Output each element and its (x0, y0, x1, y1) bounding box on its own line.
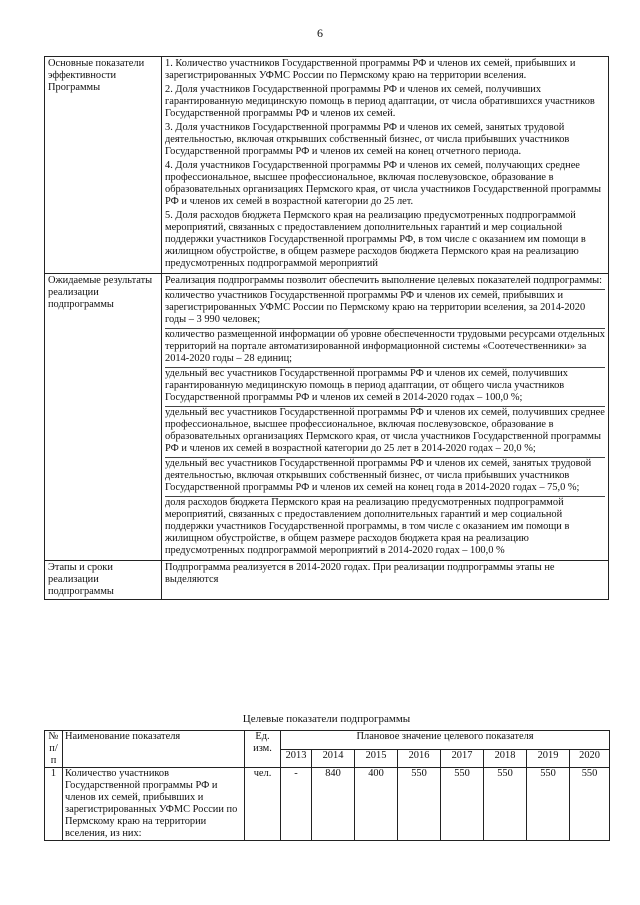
year-header: 2016 (398, 749, 441, 768)
year-header: 2017 (441, 749, 484, 768)
row-label: Ожидаемые результаты реализации подпрограммы (45, 274, 162, 561)
row-unit: чел. (245, 768, 281, 841)
year-header: 2014 (312, 749, 355, 768)
year-header: 2019 (527, 749, 570, 768)
list-item: количество размещенной информации об уровне обеспеченности трудовыми ресурсами отдельных территорий на портале автоматизированной информационной системы «Соотечественники» за 2014-2020 годы – 28 единиц; (165, 328, 605, 367)
year-header: 2018 (484, 749, 527, 768)
table-row (45, 57, 609, 274)
row-value: 550 (398, 768, 441, 841)
list-item: 2. Доля участников Государственной программы РФ и членов их семей, получивших гарантированную медицинскую помощь в период адаптации, от числа обратившихся участников Государственной программы РФ и членов их семей. (165, 84, 595, 119)
indicators-title: Целевые показатели подпрограммы (242, 713, 411, 725)
list-item: 1. Количество участников Государственной программы РФ и членов их семей, прибывших и зарегистрированных УФМС России по Пермскому краю на территории вселения. (165, 58, 576, 81)
col-header-num: № п/п (45, 731, 63, 768)
year-header: 2013 (281, 749, 312, 768)
col-header-unit: Ед. изм. (245, 731, 281, 768)
list-item: удельный вес участников Государственной программы РФ и членов их семей, получивших среднее профессиональное, высшее профессиональное, включая послевузовское, образование в образовательных организациях Пермского края, от числа участников Государственной программы РФ и членов их семей в возрастной категории до 25 лет в 2014-2020 годах – 20,0 %; (165, 406, 605, 457)
table-row (45, 768, 610, 841)
list-item: Подпрограмма реализуется в 2014-2020 годах. При реализации подпрограммы этапы не выделяются (165, 562, 555, 585)
table-row (45, 274, 609, 561)
list-item: удельный вес участников Государственной программы РФ и членов их семей, получивших гарантированную медицинскую помощь в период адаптации, от общего числа участников Государственной программы РФ и членов их семей в 2014-2020 годах – 100,0 %; (165, 367, 605, 406)
col-header-name: Наименование показателя (63, 731, 245, 768)
list-item: доля расходов бюджета Пермского края на реализацию предусмотренных подпрограммой мероприятий, связанных с предоставлением дополнительных гарантий и мер социальной поддержки участников Государственной программы, в том числе с оказанием им помощи в жилищном обустройстве, в общем размере расходов бюджета края на реализацию предусмотренных подпрограммой мероприятий в 2014-2020 годах – 100,0 % (165, 496, 605, 559)
row-value: - (281, 768, 312, 841)
row-value: 550 (441, 768, 484, 841)
indicators-table (44, 730, 610, 841)
passport-table (44, 56, 609, 600)
table-row (45, 561, 609, 600)
list-item: Реализация подпрограммы позволит обеспечить выполнение целевых показателей подпрограммы: (165, 275, 603, 286)
row-name: Количество участников Государственной программы РФ и членов их семей, прибывших и зарегистрированных УФМС России по Пермскому краю на территории вселения, из них: (63, 768, 245, 841)
row-content (162, 274, 609, 561)
list-item: 3. Доля участников Государственной программы РФ и членов их семей, занятых трудовой деятельностью, включая открывших собственный бизнес, от числа прибывших участников Государственной программы РФ и членов их семей на конец отчетного периода. (165, 122, 570, 157)
year-header: 2020 (570, 749, 610, 768)
list-item: 4. Доля участников Государственной программы РФ и членов их семей, получающих среднее профессиональное, высшее профессиональное, включая послевузовское, образование в образовательных организациях Пермского края, от числа участников Государственной программы РФ и членов их семей в возрастной категории до 25 лет. (165, 160, 601, 207)
col-header-plan: Плановое значение целевого показателя (281, 731, 610, 750)
list-item: количество участников Государственной программы РФ и членов их семей, прибывших и зарегистрированных УФМС России по Пермскому краю на территории вселения, за 2014-2020 годы – 3 990 человек; (165, 289, 605, 328)
year-header: 2015 (355, 749, 398, 768)
row-value: 550 (527, 768, 570, 841)
page-number: 6 (317, 26, 323, 40)
row-label: Этапы и сроки реализации подпрограммы (45, 561, 162, 600)
row-content (162, 57, 609, 274)
row-label: Основные показатели эффективности Программы (45, 57, 162, 274)
list-item: удельный вес участников Государственной программы РФ и членов их семей, занятых трудовой деятельностью, включая открывших собственный бизнес, от числа прибывших участников Государственной программы РФ и членов их семей на конец года в 2014-2020 годах – 75,0 %; (165, 457, 605, 496)
table-header-row (45, 731, 610, 750)
list-item: 5. Доля расходов бюджета Пермского края на реализацию предусмотренных подпрограммой мероприятий, связанных с предоставлением дополнительных гарантий и мер социальной поддержки участников Государственной программы РФ, в том числе с оказанием им помощи в жилищном обустройстве, в общем размере расходов бюджета Пермского края на реализацию предусмотренных подпрограммой мероприятий (165, 210, 586, 269)
row-value: 550 (570, 768, 610, 841)
row-value: 400 (355, 768, 398, 841)
row-value: 840 (312, 768, 355, 841)
row-num: 1 (45, 768, 63, 841)
row-value: 550 (484, 768, 527, 841)
row-content (162, 561, 609, 600)
